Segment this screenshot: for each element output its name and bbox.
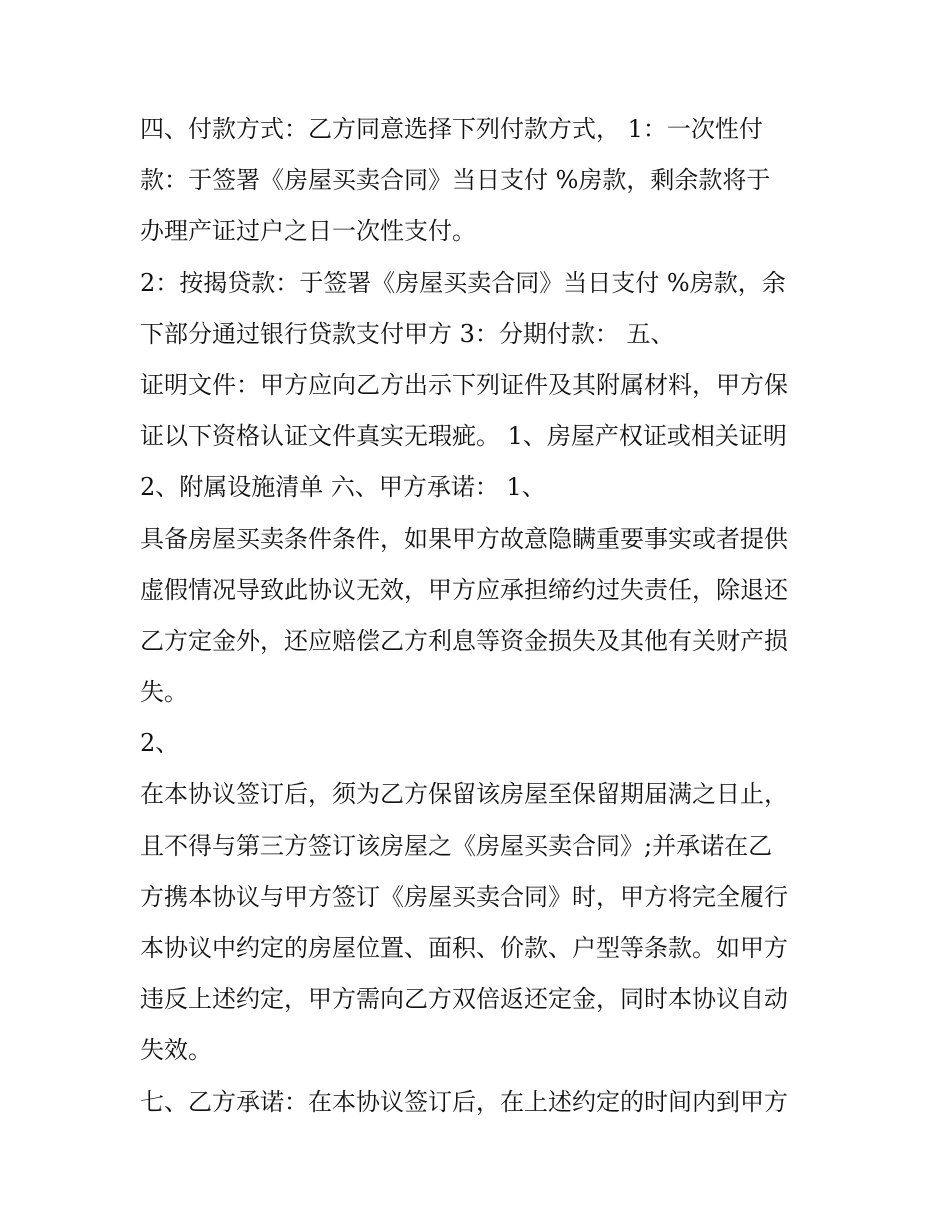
text-line: 七、乙方承诺：在本协议签订后，在上述约定的时间内到甲方 <box>140 1087 788 1116</box>
text-line: 2、 <box>140 729 180 758</box>
text-line: 具备房屋买卖条件条件，如果甲方故意隐瞒重要事实或者提供 <box>140 524 788 553</box>
text-line: 虚假情况导致此协议无效，甲方应承担缔约过失责任，除退还 <box>140 575 788 604</box>
text-line: 乙方定金外，还应赔偿乙方利息等资金损失及其他有关财产损 <box>140 626 788 655</box>
text-line: 下部分通过银行贷款支付甲方 3：分期付款： 五、 <box>140 319 675 348</box>
text-line: 2、附属设施清单 六、甲方承诺： 1、 <box>140 473 546 502</box>
text-line: 失效。 <box>140 1036 212 1065</box>
text-line: 证明文件：甲方应向乙方出示下列证件及其附属材料，甲方保 <box>140 370 788 399</box>
text-line: 在本协议签订后，须为乙方保留该房屋至保留期届满之日止， <box>140 780 788 809</box>
text-line: 失。 <box>140 678 188 707</box>
text-line: 违反上述约定，甲方需向乙方双倍返还定金，同时本协议自动 <box>140 985 788 1014</box>
text-line: 2：按揭贷款：于签署《房屋买卖合同》当日支付 %房款，余 <box>140 268 786 297</box>
document-body <box>140 104 830 1128</box>
text-line: 四、付款方式：乙方同意选择下列付款方式， 1：一次性付 <box>140 115 763 143</box>
text-line: 款：于签署《房屋买卖合同》当日支付 %房款，剩余款将于 <box>140 166 771 195</box>
text-line: 且不得与第三方签订该房屋之《房屋买卖合同》;并承诺在乙 <box>140 831 773 860</box>
text-line: 方携本协议与甲方签订《房屋买卖合同》时，甲方将完全履行 <box>140 882 788 911</box>
text-line: 本协议中约定的房屋位置、面积、价款、户型等条款。如甲方 <box>140 934 788 962</box>
text-line: 办理产证过户之日一次性支付。 <box>140 217 476 246</box>
text-line: 证以下资格认证文件真实无瑕疵。 1、房屋产权证或相关证明 <box>140 422 787 451</box>
